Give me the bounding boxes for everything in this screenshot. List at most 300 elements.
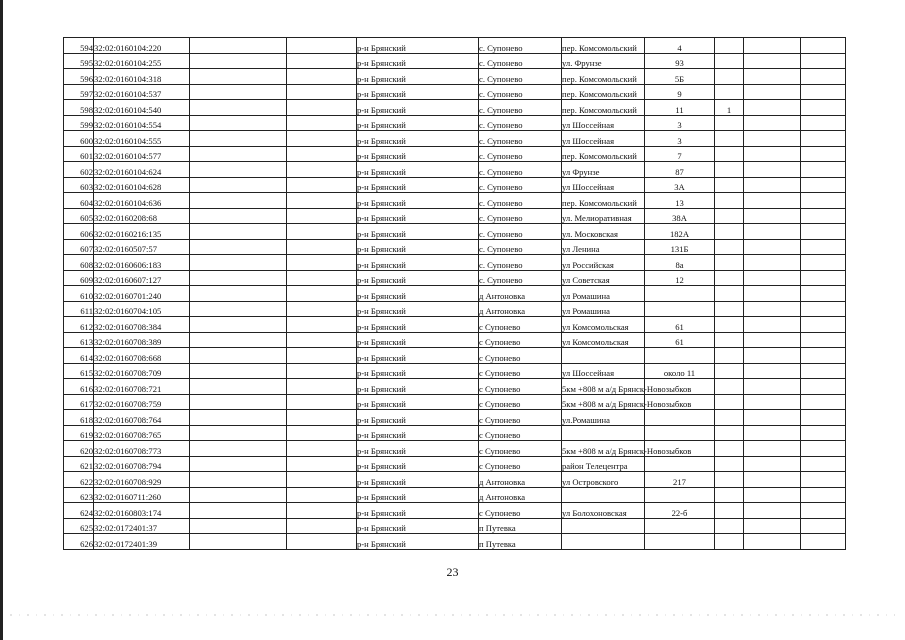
table-row [64,193,846,209]
empty-cell [190,317,287,333]
cadastral-number: 32:02:0160104:624 [94,162,190,178]
street-name: пер. Комсомольский [562,100,645,116]
empty-cell [744,348,801,364]
empty-cell [190,286,287,302]
empty-cell [190,410,287,426]
empty-cell [287,208,357,224]
house-number [645,286,715,302]
empty-cell [744,301,801,317]
building-number [715,255,744,271]
table-row [64,162,846,178]
empty-cell [744,239,801,255]
empty-cell [801,115,846,131]
cadastral-number: 32:02:0160104:636 [94,193,190,209]
empty-cell [287,162,357,178]
cadastral-number: 32:02:0160708:764 [94,410,190,426]
empty-cell [287,53,357,69]
building-number [715,53,744,69]
cadastral-number: 32:02:0160104:555 [94,131,190,147]
street-name: ул Ленина [562,239,645,255]
empty-cell [744,286,801,302]
house-number [645,487,715,503]
building-number [715,379,744,395]
house-number: 3А [645,177,715,193]
empty-cell [190,534,287,550]
district-name: р-н Брянский [357,472,479,488]
locality-name: с Супонево [479,394,562,410]
empty-cell [801,410,846,426]
row-number: 611 [64,301,94,317]
table-row [64,456,846,472]
district-name: р-н Брянский [357,348,479,364]
district-name: р-н Брянский [357,487,479,503]
table-row [64,348,846,364]
locality-name: с Супонево [479,410,562,426]
locality-name: с. Супонево [479,193,562,209]
house-number: 13 [645,193,715,209]
empty-cell [744,193,801,209]
cadastral-number: 32:02:0160104:577 [94,146,190,162]
locality-name: с. Супонево [479,115,562,131]
district-name: р-н Брянский [357,286,479,302]
table-row [64,317,846,333]
empty-cell [801,503,846,519]
table-row [64,177,846,193]
building-number [715,131,744,147]
locality-name: с. Супонево [479,38,562,54]
street-name: ул Шоссейная [562,177,645,193]
empty-cell [744,69,801,85]
locality-name: с Супонево [479,425,562,441]
cadastral-number: 32:02:0160704:105 [94,301,190,317]
registry-body [64,38,846,550]
empty-cell [287,348,357,364]
cadastral-number: 32:02:0160708:765 [94,425,190,441]
empty-cell [801,255,846,271]
empty-cell [801,394,846,410]
row-number: 604 [64,193,94,209]
empty-cell [287,301,357,317]
empty-cell [287,270,357,286]
street-name: ул Ромашина [562,286,645,302]
empty-cell [190,115,287,131]
cadastral-number: 32:02:0160708:929 [94,472,190,488]
house-number: 4 [645,38,715,54]
row-number: 623 [64,487,94,503]
empty-cell [190,224,287,240]
empty-cell [190,472,287,488]
building-number [715,332,744,348]
empty-cell [287,534,357,550]
empty-cell [744,518,801,534]
empty-cell [287,286,357,302]
row-number: 607 [64,239,94,255]
street-name: ул Российская [562,255,645,271]
district-name: р-н Брянский [357,394,479,410]
street-name: ул. Фрунзе [562,53,645,69]
row-number: 621 [64,456,94,472]
table-row [64,534,846,550]
row-number: 624 [64,503,94,519]
street-name: ул.Ромашина [562,410,645,426]
empty-cell [190,69,287,85]
empty-cell [190,146,287,162]
cadastral-number: 32:02:0172401:39 [94,534,190,550]
cadastral-number: 32:02:0160708:773 [94,441,190,457]
house-number: 93 [645,53,715,69]
street-name: ул Советская [562,270,645,286]
house-number: 9 [645,84,715,100]
street-name [562,348,645,364]
row-number: 597 [64,84,94,100]
empty-cell [801,286,846,302]
locality-name: с. Супонево [479,69,562,85]
empty-cell [744,162,801,178]
empty-cell [744,379,801,395]
cadastral-number: 32:02:0160606:183 [94,255,190,271]
row-number: 599 [64,115,94,131]
empty-cell [287,317,357,333]
cadastral-number: 32:02:0160701:240 [94,286,190,302]
cadastral-number: 32:02:0160708:668 [94,348,190,364]
scan-artifact [10,614,895,616]
empty-cell [287,177,357,193]
house-number: 5Б [645,69,715,85]
locality-name: с. Супонево [479,53,562,69]
empty-cell [744,425,801,441]
empty-cell [744,84,801,100]
table-row [64,146,846,162]
page-number: 23 [446,565,459,579]
cadastral-number: 32:02:0160708:389 [94,332,190,348]
empty-cell [287,394,357,410]
empty-cell [190,503,287,519]
table-row [64,441,846,457]
empty-cell [287,472,357,488]
building-number [715,224,744,240]
empty-cell [744,131,801,147]
empty-cell [744,208,801,224]
row-number: 625 [64,518,94,534]
street-name: пер. Комсомольский [562,69,645,85]
empty-cell [190,208,287,224]
street-name: ул Шоссейная [562,131,645,147]
table-row [64,394,846,410]
row-number: 602 [64,162,94,178]
house-number [645,534,715,550]
empty-cell [744,270,801,286]
empty-cell [287,224,357,240]
cadastral-number: 32:02:0160708:709 [94,363,190,379]
empty-cell [190,131,287,147]
district-name: р-н Брянский [357,332,479,348]
empty-cell [801,363,846,379]
district-name: р-н Брянский [357,177,479,193]
empty-cell [190,239,287,255]
row-number: 622 [64,472,94,488]
empty-cell [190,255,287,271]
district-name: р-н Брянский [357,239,479,255]
locality-name: с Супонево [479,317,562,333]
cadastral-number: 32:02:0160708:759 [94,394,190,410]
row-number: 609 [64,270,94,286]
empty-cell [190,456,287,472]
row-number: 619 [64,425,94,441]
building-number [715,363,744,379]
empty-cell [744,332,801,348]
locality-name: п Путевка [479,518,562,534]
empty-cell [801,456,846,472]
empty-cell [801,487,846,503]
locality-name: с. Супонево [479,84,562,100]
empty-cell [744,317,801,333]
cadastral-number: 32:02:0160607:127 [94,270,190,286]
row-number: 617 [64,394,94,410]
row-number: 616 [64,379,94,395]
empty-cell [801,69,846,85]
row-number: 626 [64,534,94,550]
house-number: 3 [645,115,715,131]
district-name: р-н Брянский [357,193,479,209]
house-number [645,456,715,472]
empty-cell [287,441,357,457]
street-name: ул Островского [562,472,645,488]
table-row [64,131,846,147]
row-number: 603 [64,177,94,193]
row-number: 610 [64,286,94,302]
locality-name: д Антоновка [479,472,562,488]
locality-name: с. Супонево [479,255,562,271]
district-name: р-н Брянский [357,255,479,271]
empty-cell [801,162,846,178]
empty-cell [190,53,287,69]
empty-cell [801,100,846,116]
house-number: 131Б [645,239,715,255]
building-number [715,410,744,426]
locality-name: с. Супонево [479,208,562,224]
house-number: 8а [645,255,715,271]
locality-name: с Супонево [479,456,562,472]
empty-cell [190,100,287,116]
building-number [715,518,744,534]
street-name: пер. Комсомольский [562,193,645,209]
empty-cell [744,410,801,426]
building-number [715,301,744,317]
empty-cell [287,38,357,54]
row-number: 614 [64,348,94,364]
cadastral-number: 32:02:0160708:721 [94,379,190,395]
table-row [64,363,846,379]
building-number [715,162,744,178]
district-name: р-н Брянский [357,410,479,426]
table-row [64,425,846,441]
empty-cell [287,69,357,85]
locality-name: с Супонево [479,332,562,348]
district-name: р-н Брянский [357,518,479,534]
table-row [64,518,846,534]
street-name: 5км +808 м а/д Брянск-Новозыбков [562,441,645,457]
empty-cell [190,162,287,178]
empty-cell [801,38,846,54]
building-number [715,425,744,441]
empty-cell [190,518,287,534]
table-row [64,487,846,503]
row-number: 606 [64,224,94,240]
empty-cell [190,363,287,379]
empty-cell [287,487,357,503]
page-edge [0,0,3,640]
district-name: р-н Брянский [357,208,479,224]
empty-cell [801,332,846,348]
cadastral-number: 32:02:0160104:628 [94,177,190,193]
street-name: пер. Комсомольский [562,146,645,162]
empty-cell [287,456,357,472]
building-number [715,503,744,519]
building-number [715,239,744,255]
empty-cell [744,534,801,550]
row-number: 600 [64,131,94,147]
empty-cell [801,224,846,240]
row-number: 615 [64,363,94,379]
locality-name: с Супонево [479,348,562,364]
empty-cell [744,472,801,488]
empty-cell [801,317,846,333]
house-number [645,425,715,441]
empty-cell [744,255,801,271]
building-number [715,394,744,410]
building-number [715,456,744,472]
empty-cell [287,518,357,534]
house-number: 3 [645,131,715,147]
district-name: р-н Брянский [357,84,479,100]
building-number [715,534,744,550]
house-number: около 11 [645,363,715,379]
empty-cell [287,115,357,131]
street-name: ул Шоссейная [562,363,645,379]
locality-name: с Супонево [479,379,562,395]
empty-cell [744,177,801,193]
empty-cell [801,425,846,441]
cadastral-number: 32:02:0160711:260 [94,487,190,503]
street-name [562,425,645,441]
house-number: 182А [645,224,715,240]
empty-cell [801,131,846,147]
table-row [64,270,846,286]
locality-name: д Антоновка [479,487,562,503]
street-name: ул Фрунзе [562,162,645,178]
house-number [645,518,715,534]
locality-name: с. Супонево [479,270,562,286]
table-row [64,224,846,240]
house-number: 87 [645,162,715,178]
building-number [715,193,744,209]
building-number [715,441,744,457]
building-number [715,472,744,488]
cadastral-number: 32:02:0160708:794 [94,456,190,472]
house-number: 61 [645,317,715,333]
empty-cell [744,363,801,379]
district-name: р-н Брянский [357,317,479,333]
empty-cell [801,270,846,286]
empty-cell [190,332,287,348]
house-number [645,410,715,426]
empty-cell [801,379,846,395]
building-number [715,38,744,54]
locality-name: с Супонево [479,441,562,457]
district-name: р-н Брянский [357,441,479,457]
house-number: 217 [645,472,715,488]
row-number: 598 [64,100,94,116]
empty-cell [287,100,357,116]
empty-cell [744,146,801,162]
district-name: р-н Брянский [357,503,479,519]
district-name: р-н Брянский [357,38,479,54]
table-row [64,255,846,271]
empty-cell [287,503,357,519]
cadastral-number: 32:02:0160507:57 [94,239,190,255]
empty-cell [287,379,357,395]
street-name: пер. Комсомольский [562,38,645,54]
table-row [64,286,846,302]
locality-name: с. Супонево [479,131,562,147]
building-number [715,69,744,85]
empty-cell [190,84,287,100]
district-name: р-н Брянский [357,301,479,317]
street-name: ул Болохоновская [562,503,645,519]
empty-cell [801,534,846,550]
district-name: р-н Брянский [357,53,479,69]
house-number: 12 [645,270,715,286]
house-number: 38А [645,208,715,224]
table-row [64,84,846,100]
cadastral-number: 32:02:0160104:554 [94,115,190,131]
table-row [64,301,846,317]
cadastral-number: 32:02:0160803:174 [94,503,190,519]
row-number: 601 [64,146,94,162]
row-number: 605 [64,208,94,224]
house-number: 7 [645,146,715,162]
empty-cell [801,146,846,162]
street-name: пер. Комсомольский [562,84,645,100]
empty-cell [287,239,357,255]
locality-name: с. Супонево [479,224,562,240]
empty-cell [190,348,287,364]
district-name: р-н Брянский [357,131,479,147]
empty-cell [744,53,801,69]
empty-cell [801,193,846,209]
row-number: 596 [64,69,94,85]
district-name: р-н Брянский [357,425,479,441]
cadastral-number: 32:02:0160104:537 [94,84,190,100]
locality-name: с. Супонево [479,162,562,178]
table-row [64,208,846,224]
empty-cell [190,441,287,457]
locality-name: д Антоновка [479,286,562,302]
street-name: 5км +808 м а/д Брянск-Новозыбков [562,379,645,395]
table-row [64,239,846,255]
street-name: ул. Мелиоративная [562,208,645,224]
building-number [715,317,744,333]
locality-name: с. Супонево [479,100,562,116]
empty-cell [190,379,287,395]
empty-cell [744,115,801,131]
table-row [64,115,846,131]
empty-cell [744,100,801,116]
district-name: р-н Брянский [357,115,479,131]
street-name [562,518,645,534]
district-name: р-н Брянский [357,100,479,116]
empty-cell [744,487,801,503]
